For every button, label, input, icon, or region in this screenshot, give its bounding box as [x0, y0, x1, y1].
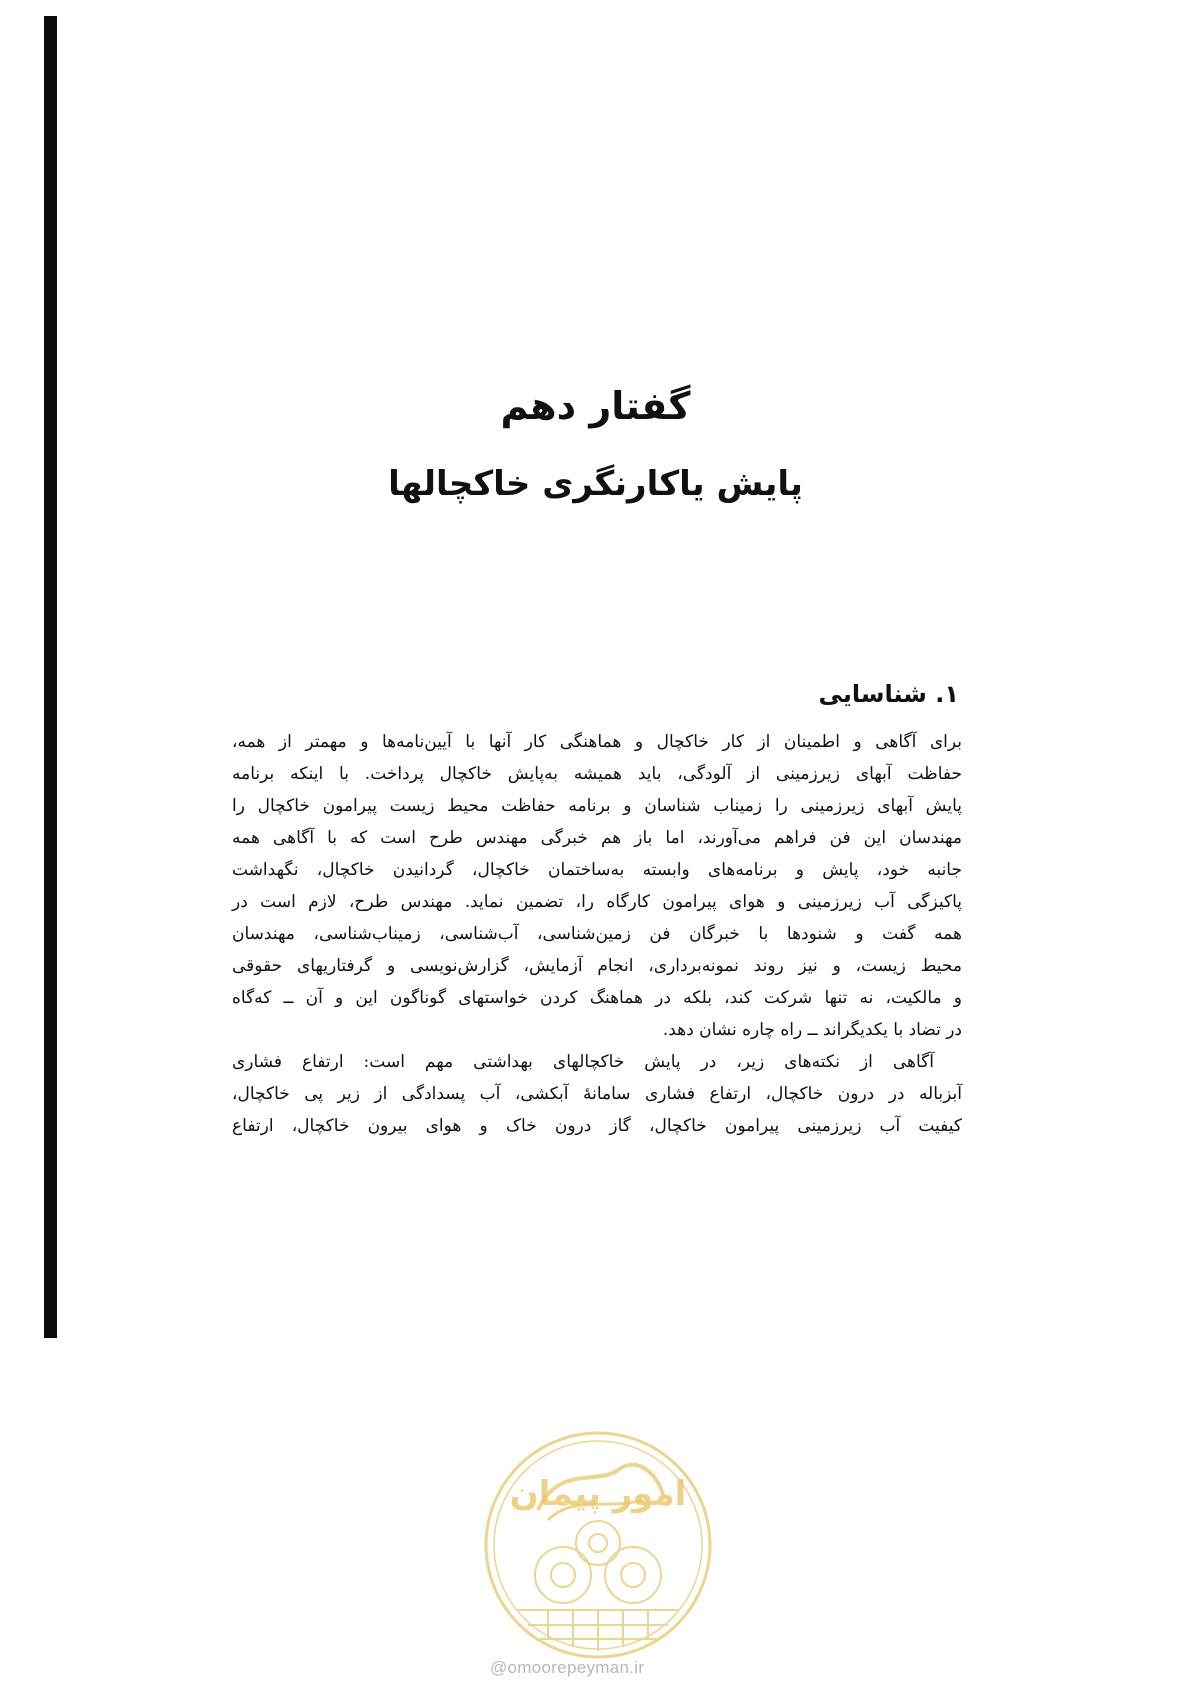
text-line: جانبه خود، پایش و برنامه‌های وابسته به‌ساختمان خاکچال، گردانیدن خاکچال، نگهداشت [232, 860, 962, 880]
text-line: حفاظت آبهای زیرزمینی از آلودگی، باید همیشه به‌پایش خاکچال پرداخت. با اینکه برنامه [232, 764, 962, 784]
section-heading: ۱. شناسایی [818, 680, 959, 708]
body-text [232, 726, 962, 1142]
text-line: پاکیزگی آب زیرزمینی و هوای پیرامون کارگاه را، تضمین نماید. مهندس طرح، لازم است در [232, 892, 962, 912]
watermark-logo-text: امور پیمان [509, 1474, 687, 1514]
text-line: پایش آبهای زیرزمینی را زمیناب شناسان و برنامه حفاظت محیط زیست پیرامون خاکچال را [232, 796, 962, 816]
text-line: برای آگاهی و اطمینان از کار خاکچال و هماهنگی کار آنها با آیین‌نامه‌ها و مهمتر از همه، [232, 732, 962, 752]
watermark-url: @omoorepeyman.ir [490, 1658, 645, 1677]
text-line: و مالکیت، نه تنها شرکت کند، بلکه در هماهنگ کردن خواستهای گوناگون این و آن ــ که‌گاه [232, 988, 962, 1008]
watermark-logo [478, 1425, 718, 1665]
text-line: مهندسان این فن فراهم می‌آورند، اما باز هم خبرگی مهندس طرح است که با آگاهی همه [232, 828, 962, 848]
binding-bar [44, 16, 57, 1338]
paragraph-1 [232, 726, 962, 1046]
text-line: کیفیت آب زیرزمینی پیرامون خاکچال، گاز درون خاک و هوای بیرون خاکچال، ارتفاع [232, 1116, 962, 1136]
chapter-title: گفتار دهم [500, 384, 691, 428]
text-line: آبزباله در درون خاکچال، ارتفاع فشاری سامانهٔ آبکشی، آب پسدادگی از زیر پی خاکچال، [232, 1084, 962, 1104]
text-line: در تضاد با یکدیگراند ــ راه چاره نشان دهد. [662, 1020, 962, 1040]
chapter-subtitle: پایش یاکارنگری خاکچالها [388, 464, 803, 504]
text-line: آگاهی از نکته‌های زیر، در پایش خاکچالهای بهداشتی مهم است: ارتفاع فشاری [232, 1052, 934, 1072]
text-line: محیط زیست، و نیز روند نمونه‌برداری، انجام آزمایش، گزارش‌نویسی و گرفتاریهای حقوقی [232, 956, 962, 976]
paragraph-2 [232, 1046, 962, 1142]
text-line: همه گفت و شنودها با خبرگان فن زمین‌شناسی، آب‌شناسی، زمیناب‌شناسی، مهندسان [232, 924, 962, 944]
